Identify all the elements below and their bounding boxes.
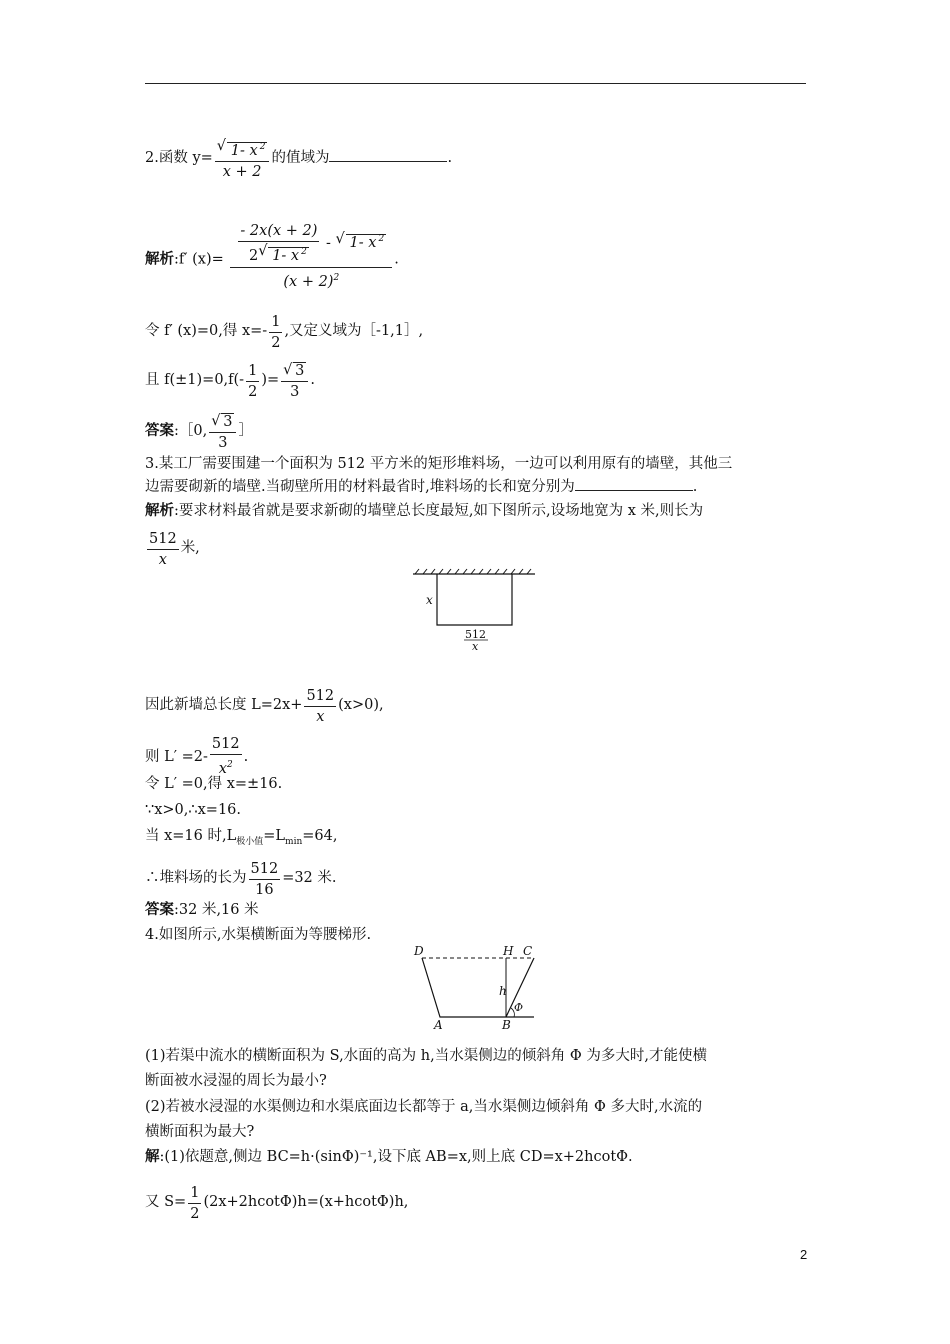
yard-rectangle bbox=[437, 574, 512, 625]
q3-stem-line2: 边需要砌新的墙壁.当砌壁所用的材料最省时,堆料场的长和宽分别为 . bbox=[145, 479, 698, 495]
q4-trapezoid-figure bbox=[410, 945, 545, 1033]
fig-label-512: 512 bbox=[465, 628, 486, 641]
q3-answer: 答案:32 米,16 米 bbox=[145, 901, 259, 918]
q3-total-length: 因此新墙总长度 L=2x+ $\frac{512}{x}$ (x>0), bbox=[145, 688, 384, 725]
q4-solution-line: 解:(1)依题意,侧边 BC=h·(sinΦ)⁻¹,设下底 AB=x,则上底 CD=x+2hcotΦ. bbox=[145, 1148, 633, 1165]
fig-label-x: x bbox=[426, 593, 433, 607]
q4-part2-line1: (2)若被水浸湿的水渠侧边和水渠底面边长都等于 a,当水渠侧边倾斜角 Φ 多大时,水流的 bbox=[145, 1099, 703, 1115]
header-rule bbox=[145, 83, 806, 84]
q3-when-line: 当 x=16 时$,L_{极小值}=L_{min}=64$, bbox=[145, 828, 338, 847]
q4-part2-line2: 横断面积为最大? bbox=[145, 1124, 255, 1140]
q4-stem: 4.如图所示,水渠横断面为等腰梯形. bbox=[145, 927, 372, 943]
q3-jiexi: 解析:要求材料最省就是要求新砌的墙壁总长度最短,如下图所示,设场地宽为 x 米,则长为 bbox=[145, 502, 704, 519]
q3-stem-line1: 3.某工厂需要围建一个面积为 512 平方米的矩形堆料场，一边可以利用原有的墙壁，其他三 bbox=[145, 456, 733, 472]
q2-derivative: 解析:f′ (x)= $\frac{- 2x(x + 2)}{2√ 1- x ^2}$ - √ 1- x $^2$ $(x + 2)^2$ . bbox=[145, 222, 399, 291]
q4-area-line: 又 S= $\frac{1}{2}$ (2x+2hcotΦ)h=(x+hcotΦ)h, bbox=[145, 1185, 409, 1222]
fig-label-H: H bbox=[503, 945, 514, 958]
answer-blank[interactable] bbox=[329, 161, 447, 162]
fig-label-D: D bbox=[414, 945, 424, 958]
q4-part1-line2: 断面被水浸湿的周长为最小? bbox=[145, 1073, 327, 1089]
fig-label-A: A bbox=[434, 1018, 443, 1032]
q2-stem: 2.函数 y= √ $\frac{1- x ^2}{x + 2}$ 的值域为 . bbox=[145, 138, 452, 181]
q3-length-expr: $\frac{512}{x}$ 米, bbox=[149, 531, 200, 568]
q3-since-line: ∵x>0,∴x=16. bbox=[145, 802, 241, 818]
q2-stem-fraction: √ $\frac{1- x ^2}{x + 2}$ bbox=[215, 138, 270, 181]
q2-line-critical: 令 f′ (x)=0,得 x=- $\frac{1}{2}$ ,又定义域为［-1,1］, bbox=[145, 314, 424, 351]
page-number: 2 bbox=[800, 1247, 808, 1262]
fig-label-C: C bbox=[523, 945, 533, 958]
q2-answer: 答案:［0, √ $\frac{3}{3}$ ］ bbox=[145, 413, 253, 452]
fig-label-phi: Φ bbox=[514, 1001, 524, 1014]
wall-hatching bbox=[415, 569, 531, 574]
fig-label-h: h bbox=[499, 984, 507, 998]
q3-zero-line: 令 L′ =0,得 x=±16. bbox=[145, 776, 283, 792]
q2-line-values: 且 f(±1)=0,f(- $\frac{1}{2}$ )= √ $\frac{3}{3}$ . bbox=[145, 362, 315, 401]
q2-derivative-fraction: $\frac{- 2x(x + 2)}{2√ 1- x ^2}$ - √ 1- x $^2$ $(x + 2)^2$ bbox=[230, 222, 392, 291]
q4-part1-line1: (1)若渠中流水的横断面积为 S,水面的高为 h,当水渠侧边的倾斜角 Φ 为多大时,才能使横 bbox=[145, 1048, 707, 1064]
answer-blank[interactable] bbox=[575, 490, 693, 491]
fig-label-B: B bbox=[502, 1018, 511, 1032]
fig-label-x-den: x bbox=[472, 640, 479, 653]
q3-derivative: 则 L′ =2- $\frac{512}{x^2}$ . bbox=[145, 736, 249, 777]
q3-length-line: ∴堆料场的长为 $\frac{512}{16}$ =32 米. bbox=[145, 861, 337, 898]
q3-figure bbox=[405, 566, 545, 656]
